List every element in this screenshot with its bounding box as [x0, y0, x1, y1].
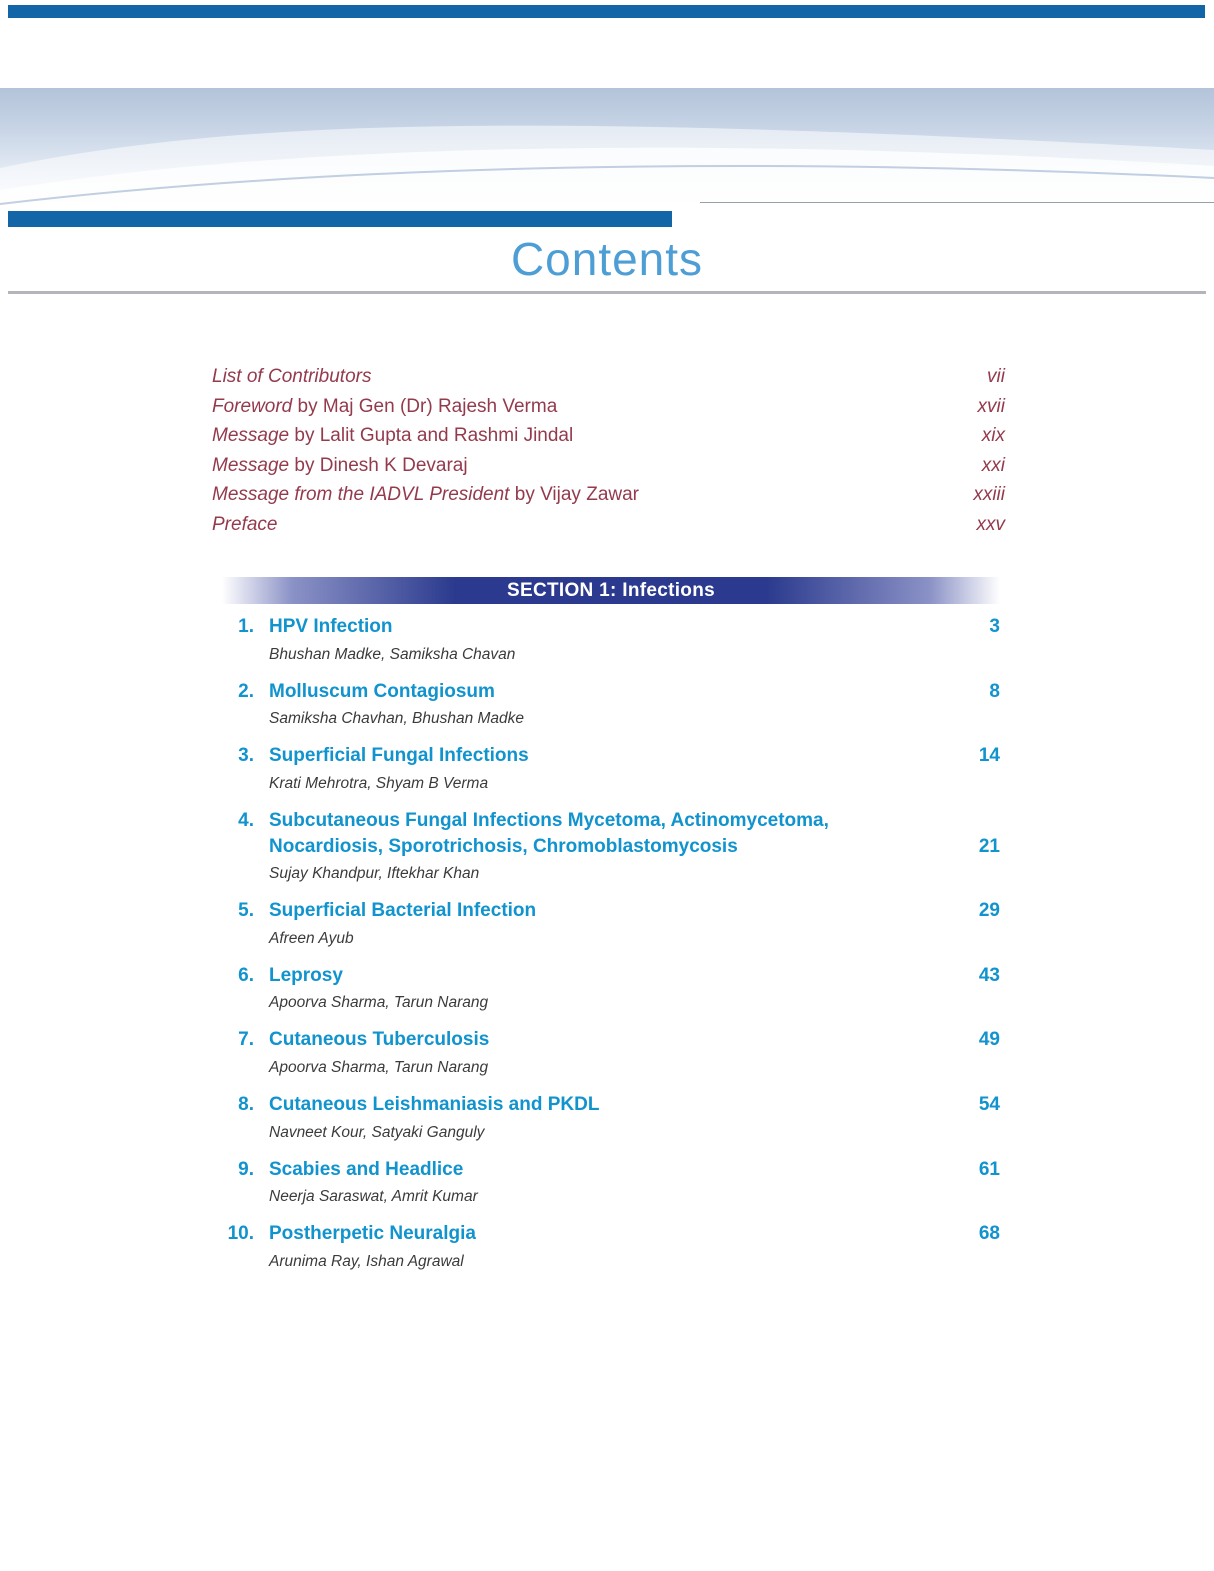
- chapter-head: [222, 898, 1000, 924]
- chapter-head: [222, 614, 1000, 640]
- front-matter-entry: [212, 362, 371, 392]
- chapter-number: 4.: [238, 809, 254, 831]
- front-matter-byline: by Dinesh K Devaraj: [289, 454, 468, 476]
- front-matter-page-number: xix: [981, 425, 1005, 446]
- chapter-head: [222, 743, 1000, 769]
- chapter-authors: Bhushan Madke, Samiksha Chavan: [269, 645, 516, 663]
- front-matter-title: List of Contributors: [212, 366, 372, 387]
- chapter-number: 6.: [238, 964, 254, 986]
- front-matter-row: [212, 362, 1005, 392]
- section-1-header-label: SECTION 1: Infections: [507, 579, 715, 601]
- chapter-number: 3.: [238, 745, 254, 767]
- chapter-row: [222, 743, 1000, 793]
- chapter-number: 5.: [238, 900, 254, 922]
- chapter-page-number: 21: [978, 835, 1000, 857]
- chapter-authors: Neerja Saraswat, Amrit Kumar: [269, 1188, 478, 1206]
- chapter-authors: Navneet Kour, Satyaki Ganguly: [269, 1123, 485, 1141]
- chapter-number: 1.: [238, 616, 254, 637]
- section-1-header-bar: [222, 577, 1000, 604]
- chapter-page-number: 68: [978, 1223, 1000, 1245]
- front-matter-row: [212, 451, 1005, 481]
- front-matter-entry: [212, 392, 557, 422]
- page-title: Contents: [510, 233, 704, 285]
- chapter-title: Cutaneous Tuberculosis: [269, 1029, 490, 1051]
- front-matter-page-number: xvii: [977, 395, 1005, 417]
- front-matter-page-number: xxi: [981, 454, 1005, 476]
- chapter-row: [222, 1027, 1000, 1077]
- front-matter-row: [212, 421, 1005, 451]
- chapter-authors: Krati Mehrotra, Shyam B Verma: [269, 774, 489, 792]
- front-matter-entry: [212, 480, 639, 510]
- chapter-list: [222, 614, 1000, 1286]
- front-matter-row: [212, 392, 1005, 422]
- chapter-row: [222, 808, 1000, 883]
- chapter-page-number: 3: [989, 616, 1000, 637]
- chapter-title: Superficial Bacterial Infection: [269, 900, 537, 922]
- chapter-head: [222, 1157, 1000, 1183]
- chapter-title: Leprosy: [269, 964, 343, 986]
- chapter-page-number: 49: [978, 1029, 1000, 1051]
- front-matter-title: Message: [212, 454, 290, 476]
- chapter-page-number: 29: [978, 900, 1000, 922]
- chapter-authors: Arunima Ray, Ishan Agrawal: [269, 1253, 464, 1271]
- chapter-row: [222, 963, 1000, 1013]
- chapter-number: 7.: [238, 1029, 254, 1051]
- front-matter-title: Preface: [212, 513, 278, 535]
- chapter-authors: Afreen Ayub: [269, 929, 354, 947]
- chapter-page-number: 8: [989, 680, 1000, 702]
- chapter-page-number: 14: [978, 745, 1000, 767]
- chapter-title: Scabies and Headlice: [269, 1158, 464, 1180]
- front-matter-byline: by Vijay Zawar: [509, 484, 639, 505]
- chapter-title: Molluscum Contagiosum: [269, 680, 495, 702]
- chapter-title: Subcutaneous Fungal Infections Mycetoma, Actinomycetoma, Nocardiosis, Sporotrichosis, Chromoblastomycosis: [269, 809, 829, 857]
- chapter-head: [222, 679, 1000, 705]
- chapter-number: 2.: [238, 680, 254, 702]
- chapter-authors: Samiksha Chavhan, Bhushan Madke: [269, 710, 525, 728]
- front-matter-row: [212, 510, 1005, 540]
- chapter-number: 8.: [238, 1094, 254, 1116]
- chapter-number: 9.: [238, 1158, 254, 1180]
- chapter-row: [222, 1221, 1000, 1271]
- header-thin-rule: [700, 202, 1214, 203]
- chapter-row: [222, 679, 1000, 729]
- chapter-title: Superficial Fungal Infections: [269, 745, 529, 767]
- top-navy-bar: [8, 5, 1205, 18]
- front-matter-page-number: xxiii: [973, 484, 1005, 505]
- front-matter-row: [212, 480, 1005, 510]
- chapter-number: 10.: [227, 1223, 254, 1245]
- front-matter-title: Message: [212, 425, 290, 446]
- chapter-row: [222, 1092, 1000, 1142]
- chapter-head: [222, 808, 1000, 859]
- front-matter-list: [212, 362, 1005, 539]
- chapter-title: Cutaneous Leishmaniasis and PKDL: [269, 1094, 600, 1116]
- chapter-authors: Apoorva Sharma, Tarun Narang: [269, 1059, 489, 1077]
- chapter-row: [222, 614, 1000, 664]
- header-swoosh: [0, 88, 1214, 212]
- front-matter-byline: by Maj Gen (Dr) Rajesh Verma: [292, 395, 558, 417]
- front-matter-page-number: vii: [987, 366, 1005, 387]
- header-decorative-band: [0, 88, 1214, 212]
- chapter-title: Postherpetic Neuralgia: [269, 1223, 476, 1245]
- title-divider: [8, 291, 1206, 294]
- chapter-row: [222, 898, 1000, 948]
- chapter-title: HPV Infection: [269, 616, 393, 637]
- chapter-row: [222, 1157, 1000, 1207]
- chapter-head: [222, 963, 1000, 989]
- chapter-page-number: 54: [978, 1094, 1000, 1116]
- front-matter-page-number: xxv: [976, 513, 1005, 535]
- front-matter-entry: [212, 510, 277, 540]
- front-matter-title: Message from the IADVL President: [212, 484, 510, 505]
- front-matter-entry: [212, 451, 468, 481]
- chapter-authors: Apoorva Sharma, Tarun Narang: [269, 994, 489, 1012]
- chapter-head: [222, 1092, 1000, 1118]
- chapter-page-number: 43: [978, 964, 1000, 986]
- front-matter-byline: by Lalit Gupta and Rashmi Jindal: [289, 425, 574, 446]
- chapter-authors: Sujay Khandpur, Iftekhar Khan: [269, 865, 480, 883]
- front-matter-title: Foreword: [212, 395, 293, 417]
- front-matter-entry: [212, 421, 573, 451]
- chapter-head: [222, 1027, 1000, 1053]
- chapter-page-number: 61: [978, 1158, 1000, 1180]
- header-blue-bar: [8, 211, 672, 227]
- chapter-head: [222, 1221, 1000, 1247]
